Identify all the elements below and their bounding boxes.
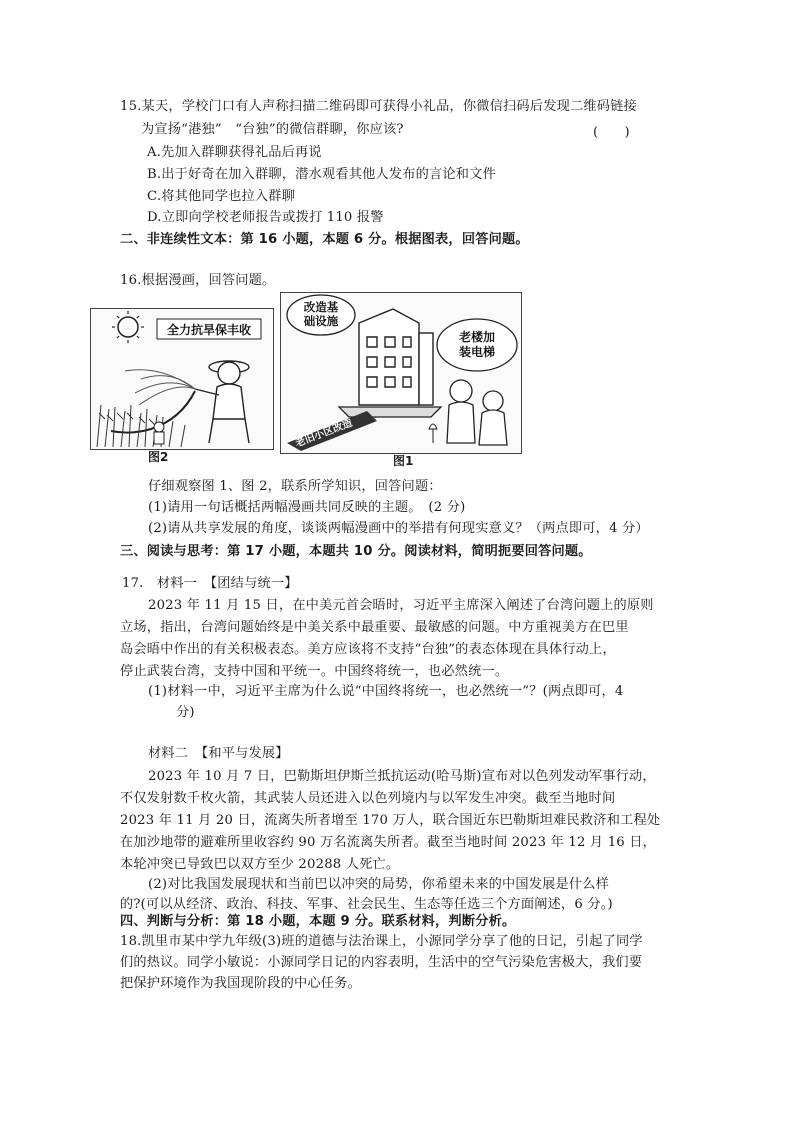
cartoon-figure-1 [280, 292, 522, 454]
bubble-text-2a: 老楼加 [458, 330, 496, 344]
q17-material1-title: 17. 材料一 【团结与统一】 [122, 576, 298, 591]
fig2-caption: 全力抗旱保丰收 [166, 323, 252, 337]
q17-m2-line1: 2023 年 10 月 7 日，巴勒斯坦伊斯兰抵抗运动(哈马斯)宣布对以色列发动军事行动， [148, 769, 656, 784]
elderly-couple-figure [447, 380, 507, 445]
q18-line3: 把保护环境作为我国现阶段的中心任务。 [120, 976, 361, 991]
sun-icon [112, 311, 144, 343]
section-4-heading: 四、判断与分析：第 18 小题，本题 9 分。联系材料，判断分析。 [120, 914, 516, 929]
q18-line2: 们的热议。同学小敏说：小源同学日记的内容表明，生活中的空气污染危害极大，我们要 [120, 955, 643, 970]
q16-intro: 16.根据漫画，回答问题。 [120, 273, 276, 288]
q18-line1: 18.凯里市某中学九年级(3)班的道德与法治课上，小源同学分享了他的日记，引起了同学 [120, 934, 643, 949]
bubble-text-1a: 改造基 [303, 300, 339, 314]
q16-instruction: 仔细观察图 1、图 2，联系所学知识，回答问题： [148, 479, 442, 494]
q17-sub2-line1: (2)对比我国发展现状和当前巴以冲突的局势，你希望未来的中国发展是什么样 [148, 877, 610, 892]
section-2-heading: 二、非连续性文本：第 16 小题，本题 6 分。根据图表，回答问题。 [120, 232, 529, 247]
q17-m1-line1: 2023 年 11 月 15 日，在中美元首会晤时，习近平主席深入阐述了台湾问题上的原则 [148, 598, 654, 613]
fig1-label: 图1 [393, 454, 414, 468]
q17-m2-line4: 在加沙地带的避难所里收容约 90 万名流离失所者。截至当地时间 2023 年 12 月 16 日， [120, 835, 657, 850]
renovation-illustration [281, 293, 521, 453]
q17-m1-line3: 岛会晤中作出的有关积极表态。美方应该将不支持“台独”的表态体现在具体行动上， [120, 642, 616, 657]
q17-m1-line2: 立场，指出，台湾问题始终是中美关系中最重要、最敏感的问题。中方重视美方在巴里 [120, 620, 629, 635]
q17-sub1-line1: (1)材料一中，习近平主席为什么说“中国终将统一，也必然统一”？(两点即可，4 [148, 684, 624, 699]
q15-stem-line1: 15.某天，学校门口有人声称扫描二维码即可获得小礼品，你微信扫码后发现二维码链接 [120, 99, 637, 114]
bubble-text-2b: 装电梯 [458, 345, 496, 359]
tray-label: 老旧小区改造 [294, 417, 355, 450]
q17-sub1-line2: 分) [176, 705, 195, 720]
q15-option-b: B.出于好奇在加入群聊，潜水观看其他人发布的言论和文件 [147, 167, 496, 182]
q17-sub2-line2: 的?(可以从经济、政治、科技、军事、社会民生、生态等任选三个方面阐述，6 分。) [120, 897, 613, 912]
q15-stem-line2: 为宣扬“港独” “台独”的微信群聊，你应该? [141, 122, 404, 137]
building-figure [359, 309, 433, 405]
q15-option-a: A.先加入群聊获得礼品后再说 [147, 145, 322, 160]
section-3-heading: 三、阅读与思考：第 17 小题，本题共 10 分。阅读材料，简明扼要回答问题。 [120, 544, 592, 559]
cartoon-figure-2 [90, 308, 274, 450]
q15-option-d: D.立即向学校老师报告或拨打 110 报警 [147, 210, 384, 225]
drought-relief-illustration [91, 309, 273, 449]
q15-option-c: C.将其他同学也拉入群聊 [147, 189, 296, 204]
bubble-text-1b: 础设施 [303, 314, 339, 328]
answer-paren: ( ) [593, 125, 630, 140]
q16-sub1: (1)请用一句话概括两幅漫画共同反映的主题。 (2 分) [148, 500, 466, 515]
q16-sub2: (2)请从共享发展的角度，谈谈两幅漫画中的举措有何现实意义？（两点即可，4 分） [148, 521, 649, 536]
q17-m1-line4: 停止武装台湾，支持中国和平统一。中国终将统一，也必然统一。 [120, 664, 509, 679]
q17-m2-line2: 不仅发射数千枚火箭，其武装人员还进入以色列境内与以军发生冲突。截至当地时间 [120, 791, 616, 806]
fig2-label: 图2 [148, 450, 169, 464]
q17-material2-title: 材料二 【和平与发展】 [148, 746, 289, 761]
q17-m2-line5: 本轮冲突已导致巴以双方至少 20288 人死亡。 [120, 857, 400, 872]
q17-m2-line3: 2023 年 11 月 20 日，流离失所者增至 170 万人，联合国近东巴勒斯坦难民救济和工程处 [120, 813, 661, 828]
farmer-figure [195, 361, 249, 443]
